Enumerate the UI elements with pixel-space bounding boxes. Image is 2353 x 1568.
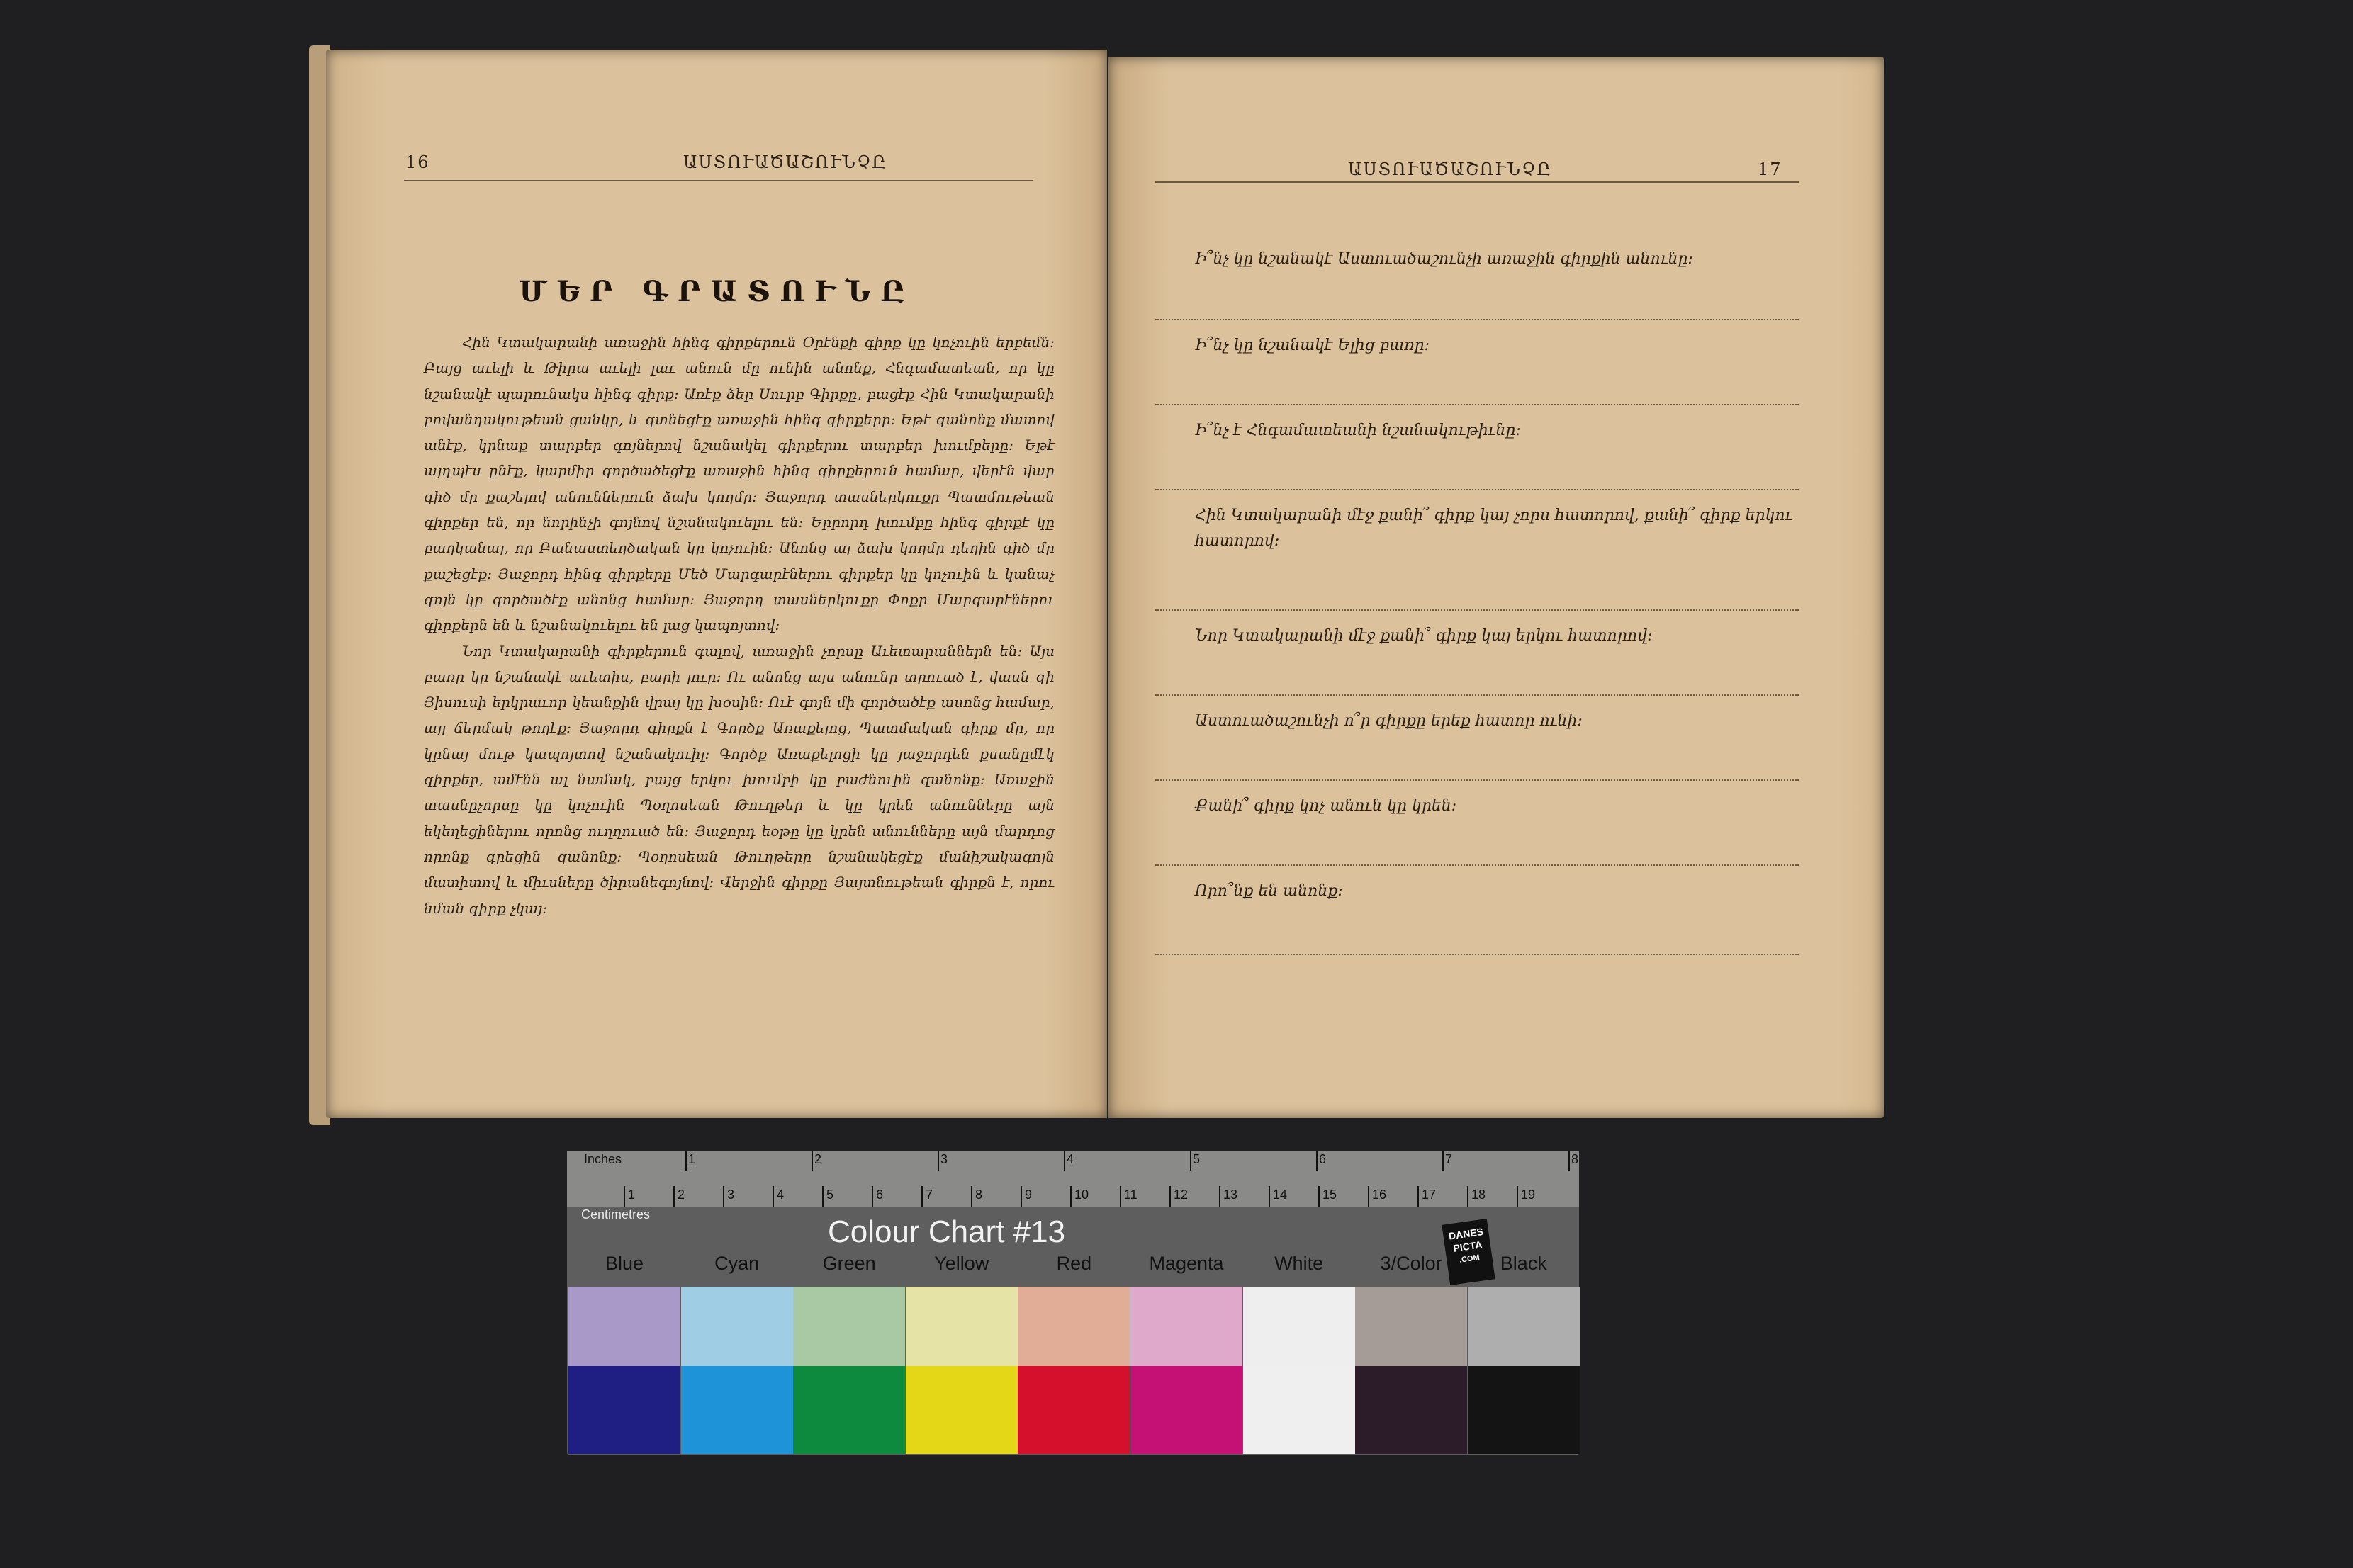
answer-line — [1155, 319, 1799, 320]
cm-tick-label: 8 — [975, 1188, 983, 1202]
logo-line: DANES — [1447, 1225, 1484, 1242]
cm-tick — [673, 1186, 675, 1207]
swatch-solid — [1468, 1366, 1580, 1454]
danes-picta-logo — [1442, 1219, 1495, 1285]
right-page-number: 17 — [1758, 159, 1782, 179]
swatch-tint — [1468, 1287, 1580, 1366]
cm-tick-label: 18 — [1471, 1188, 1486, 1202]
cm-tick-label: 7 — [926, 1188, 933, 1202]
swatch-tint — [793, 1287, 905, 1366]
swatch-tint — [906, 1287, 1018, 1366]
swatch-tint — [681, 1287, 793, 1366]
cm-tick-label: 16 — [1372, 1188, 1387, 1202]
chapter-title: ՄԵՐ ԳՐԱՏՈՒՆԸ — [519, 275, 914, 308]
answer-line — [1155, 404, 1799, 405]
cm-tick-label: 19 — [1521, 1188, 1536, 1202]
question-8: Որո՞նք են անոնք։ — [1195, 882, 1343, 900]
cm-tick-label: 15 — [1322, 1188, 1337, 1202]
cm-tick-label: 4 — [777, 1188, 785, 1202]
answer-line — [1155, 694, 1799, 696]
question-6: Աստուածաշունչի ո՞ր գիրքը երեք հատոր ունի։ — [1195, 712, 1583, 730]
question-3: Ի՞նչ է Հնգամատեանի նշանակութիւնը։ — [1195, 422, 1521, 439]
cm-tick — [971, 1186, 972, 1207]
swatch-solid — [1018, 1366, 1130, 1454]
cm-tick-label: 12 — [1174, 1188, 1189, 1202]
inch-tick-label: 5 — [1193, 1152, 1201, 1166]
chart-title: Colour Chart #13 — [828, 1214, 1066, 1249]
swatch-tint — [568, 1287, 680, 1366]
inch-tick — [1316, 1151, 1318, 1171]
inch-tick-label: 4 — [1067, 1152, 1074, 1166]
answer-line — [1155, 864, 1799, 866]
inch-tick — [1190, 1151, 1191, 1171]
cm-tick — [773, 1186, 774, 1207]
cm-tick — [1219, 1186, 1220, 1207]
centimetres-label: Centimetres — [581, 1207, 651, 1222]
swatch-label: Cyan — [714, 1253, 760, 1274]
swatch-solid — [568, 1366, 680, 1454]
cm-tick — [624, 1186, 625, 1207]
cm-tick-label: 6 — [876, 1188, 884, 1202]
swatch-label: Black — [1500, 1253, 1547, 1274]
cm-tick — [1169, 1186, 1171, 1207]
inch-tick — [1064, 1151, 1065, 1171]
swatch-solid — [906, 1366, 1018, 1454]
inch-tick-label: 6 — [1319, 1152, 1327, 1166]
question-4: Հին Կտակարանի մէջ քանի՞ գիրք կայ չորս հատորով, քանի՞ գիրք երկու հատորով։ — [1195, 507, 1793, 550]
inch-tick-label: 2 — [814, 1152, 822, 1166]
inch-tick — [1568, 1151, 1570, 1171]
cm-tick — [1318, 1186, 1320, 1207]
left-running-head: ԱՍՏՈՒԱԾԱՇՈՒՆՉԸ — [683, 152, 887, 172]
inch-tick — [938, 1151, 939, 1171]
cm-tick-label: 9 — [1025, 1188, 1033, 1202]
answer-line — [1155, 609, 1799, 611]
cm-tick — [1120, 1186, 1121, 1207]
swatch-solid — [681, 1366, 793, 1454]
left-page-number: 16 — [405, 152, 430, 172]
answer-line — [1155, 489, 1799, 490]
chapter-body — [424, 329, 1055, 921]
colour-chart — [567, 1151, 1579, 1455]
cm-tick — [822, 1186, 824, 1207]
cm-tick — [723, 1186, 724, 1207]
swatch-label: Magenta — [1149, 1253, 1224, 1274]
cm-tick — [1417, 1186, 1419, 1207]
right-head-rule — [1155, 181, 1799, 183]
swatch-tint — [1355, 1287, 1467, 1366]
right-running-head: ԱՍՏՈՒԱԾԱՇՈՒՆՉԸ — [1348, 159, 1552, 179]
ruler-scale — [567, 1151, 1579, 1222]
cm-tick-label: 1 — [628, 1188, 636, 1202]
swatch-tint — [1130, 1287, 1242, 1366]
cm-tick-label: 5 — [826, 1188, 834, 1202]
answer-line — [1155, 779, 1799, 781]
cm-tick — [872, 1186, 873, 1207]
paragraph: Հին Կտակարանի առաջին հինգ գիրքերուն Օրէնքի գիրք կը կոչուին երբեմն։ Բայց աւելի և Թիրա աւելի լաւ անուն մը ունին անոնք, Հնգամատեան, որ կը նշանակէ պարունակս հինգ գիրք։ Առէք ձեր Սուրբ Գիրքը, բացէք Հին Կտակարանի բովանդակութեան ցանկը, և գտնեցէք առաջին հինգ գիրքերը։ Եթէ զանոնք մատով անէք, կրնաք տարբեր գոյներով նշանակել գիրքերու տարբեր խումբերը։ Եթէ այդպէս ընէք, կարմիր գործածեցէք առաջին հինգ գիրքերուն համար, վերէն վար գիծ մը քաշելով անուններուն ձախ կողմը։ Յաջորդ տասներկուքը Պատմութեան գիրքեր են, որ նորինչի գոյնով նշանակուելու են։ Երրորդ խումբը հինգ գիրքէ կը բաղկանայ, որ Բանաստեղծական կը կոչուին։ Անոնց ալ ձախ կողմը դեղին գիծ մը քաշեցէք։ Յաջորդ հինգ գիրքերը Մեծ Մարգարէներու գիրքեր կը կոչուին և կանաչ գոյն կը գործածէք անոնց համար։ Յաջորդ տասներկուքը Փոքր Մարգարէներու գիրքերն են և նշանակուելու են լաց կապոյտով։ — [424, 334, 1055, 634]
inch-tick-label: 7 — [1445, 1152, 1453, 1166]
question-7: Քանի՞ գիրք կոչ անուն կը կրեն։ — [1195, 797, 1457, 815]
cm-tick — [921, 1186, 923, 1207]
left-head-rule — [404, 180, 1033, 181]
swatch-label: Yellow — [934, 1253, 989, 1274]
inch-tick — [1442, 1151, 1444, 1171]
inch-tick-label: 8 — [1571, 1152, 1579, 1166]
right-page — [1108, 57, 1884, 1118]
paragraph: Նոր Կտակարանի գիրքերուն գալով, առաջին չորսը Աւետարաններն են։ Այս բառը կը նշանակէ աւետիս, բարի լուր։ Ու անոնց այս անունը տրուած է, վասն զի Յիսուսի երկրաւոր կեանքին վրայ կը խօսին։ Ուէ գոյն մի գործածէք ասոնց համար, այլ ճերմակ թողէք։ Յաջորդ գիրքն է Գործք Առաքելոց, Պատմական գիրք մը, որ կրնայ մութ կապոյտով նշանակուիլ։ Գործք Առաքելոցի կը յաջորդեն քսանըմէկ գիրքեր, ամէնն ալ նամակ, բայց երկու խումբի կը բաժնուին զանոնք։ Առաջին տասնըչորսը կը կոչուին Պօղոսեան Թուղթեր և կը կրեն անունները այն եկեղեցիներու որոնց ուղղուած են։ Յաջորդ եօթը կը կրեն անունները այն մարդոց որոնք գրեցին զանոնք։ Պօղոսեան Թուղթերը նշանակեցէք մանիշակագոյն մատիտով և միւսները ծիրանեգոյնով։ Վերջին գիրքը Յայտնութեան գիրքն է, որու նման գիրք չկայ։ — [424, 642, 1055, 917]
question-5: Նոր Կտակարանի մէջ քանի՞ գիրք կայ երկու հատորով։ — [1195, 627, 1653, 645]
inch-tick-label: 1 — [688, 1152, 696, 1166]
question-2: Ի՞նչ կը նշանակէ Ելից բառը։ — [1195, 337, 1430, 354]
cm-tick-label: 3 — [727, 1188, 735, 1202]
cm-tick — [1021, 1186, 1022, 1207]
cm-tick — [1368, 1186, 1369, 1207]
inch-tick — [685, 1151, 687, 1171]
open-book — [309, 45, 1884, 1125]
cm-tick-label: 13 — [1223, 1188, 1238, 1202]
answer-line — [1155, 954, 1799, 955]
swatch-solid — [1355, 1366, 1467, 1454]
inches-label: Inches — [584, 1152, 622, 1166]
cm-tick — [1269, 1186, 1270, 1207]
inch-tick — [812, 1151, 813, 1171]
swatch-label: 3/Color — [1380, 1253, 1442, 1274]
swatch-tint — [1018, 1287, 1130, 1366]
cm-tick — [1070, 1186, 1072, 1207]
swatch-tint — [1243, 1287, 1355, 1366]
cm-tick-label: 10 — [1074, 1188, 1089, 1202]
question-1: Ի՞նչ կը նշանակէ Աստուածաշունչի առաջին գիրքին անունը։ — [1195, 250, 1693, 268]
cm-tick-label: 11 — [1124, 1188, 1138, 1202]
cm-tick-label: 2 — [678, 1188, 685, 1202]
logo-line: .COM — [1459, 1253, 1481, 1265]
cm-tick-label: 17 — [1422, 1188, 1437, 1202]
logo-line: PICTA — [1452, 1239, 1483, 1254]
swatch-solid — [1130, 1366, 1242, 1454]
inch-tick-label: 3 — [940, 1152, 948, 1166]
swatch-label: White — [1274, 1253, 1324, 1274]
cm-tick — [1467, 1186, 1468, 1207]
swatch-solid — [1243, 1366, 1355, 1454]
cm-tick-label: 14 — [1273, 1188, 1288, 1202]
left-page — [326, 50, 1107, 1118]
swatch-solid — [793, 1366, 905, 1454]
cm-tick — [1517, 1186, 1518, 1207]
swatch-label: Blue — [605, 1253, 644, 1274]
swatch-label: Green — [822, 1253, 876, 1274]
swatch-label: Red — [1056, 1253, 1092, 1274]
